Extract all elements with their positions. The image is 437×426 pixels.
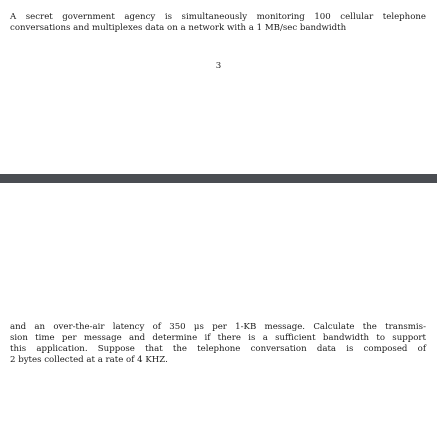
text-line: and an over-the-air latency of 350 μs per 1-KB message. Calculate the transmis- [10, 322, 426, 332]
text-line: this application. Suppose that the telephone conversation data is composed of [10, 344, 426, 354]
text-line: 2 bytes collected at a rate of 4 KHZ. [10, 355, 168, 365]
text-line: A secret government agency is simultaneously monitoring 100 cellular telephone [10, 12, 426, 22]
page-top [0, 0, 437, 172]
problem-text-top [10, 12, 426, 34]
page-divider [0, 174, 437, 183]
text-line: sion time per message and determine if there is a sufficient bandwidth to support [10, 333, 426, 343]
text-line: conversations and multiplexes data on a network with a 1 MB/sec bandwidth [10, 23, 347, 33]
problem-text-bottom [10, 322, 426, 366]
page-number: 3 [215, 61, 222, 71]
